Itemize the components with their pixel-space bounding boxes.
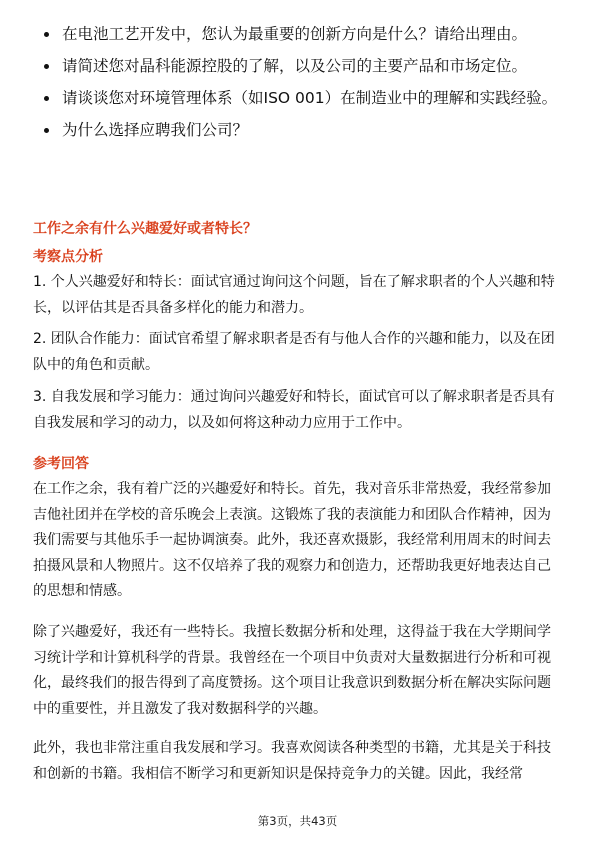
analysis-item-3: 3. 自我发展和学习能力：通过询问兴趣爱好和特长，面试官可以了解求职者是否具有自我发展和学习的动力，以及如何将这种动力应用于工作中。 xyxy=(33,389,555,431)
bullet-item xyxy=(40,118,560,142)
bullet-text: 在电池工艺开发中，您认为最重要的创新方向是什么？请给出理由。 xyxy=(62,25,528,43)
bullet-text: 为什么选择应聘我们公司？ xyxy=(62,121,249,139)
bullet-item xyxy=(40,22,560,46)
bullet-item xyxy=(40,86,560,110)
question-heading: 工作之余有什么兴趣爱好或者特长？ xyxy=(33,221,257,237)
answer-paragraph-2: 除了兴趣爱好，我还有一些特长。我擅长数据分析和处理，这得益于我在大学期间学习统计学和计算机科学的背景。我曾经在一个项目中负责对大量数据进行分析和可视化，最终我们的报告得到了高度赞扬。这个项目让我意识到数据分析在解决实际问题中的重要性，并且激发了我对数据科学的兴趣。 xyxy=(33,624,551,717)
page-number-footer: 第3页，共43页 xyxy=(257,814,338,828)
bullet-text: 请简述您对晶科能源控股的了解，以及公司的主要产品和市场定位。 xyxy=(62,57,528,75)
answer-heading: 参考回答 xyxy=(33,456,89,472)
answer-paragraph-1: 在工作之余，我有着广泛的兴趣爱好和特长。首先，我对音乐非常热爱，我经常参加吉他社团并在学校的音乐晚会上表演。这锻炼了我的表演能力和团队合作精神，因为我们需要与其他乐手一起协调演奏。此外，我还喜欢摄影，我经常利用周末的时间去拍摄风景和人物照片。这不仅培养了我的观察力和创造力，还帮助我更好地表达自己的思想和情感。 xyxy=(33,481,551,599)
analysis-heading: 考察点分析 xyxy=(33,249,103,265)
bullet-dot-icon xyxy=(44,64,49,69)
answer-paragraph-3: 此外，我也非常注重自我发展和学习。我喜欢阅读各种类型的书籍，尤其是关于科技和创新的书籍。我相信不断学习和更新知识是保持竞争力的关键。因此，我经常 xyxy=(33,740,551,782)
question-bullet-list xyxy=(40,22,560,150)
analysis-item-2: 2. 团队合作能力：面试官希望了解求职者是否有与他人合作的兴趣和能力，以及在团队中的角色和贡献。 xyxy=(33,331,555,373)
bullet-item xyxy=(40,54,560,78)
bullet-dot-icon xyxy=(44,128,49,133)
bullet-text: 请谈谈您对环境管理体系（如ISO 001）在制造业中的理解和实践经验。 xyxy=(62,89,558,107)
bullet-dot-icon xyxy=(44,32,49,37)
analysis-item-1: 1. 个人兴趣爱好和特长：面试官通过询问这个问题，旨在了解求职者的个人兴趣和特长，以评估其是否具备多样化的能力和潜力。 xyxy=(33,274,555,316)
bullet-dot-icon xyxy=(44,96,49,101)
